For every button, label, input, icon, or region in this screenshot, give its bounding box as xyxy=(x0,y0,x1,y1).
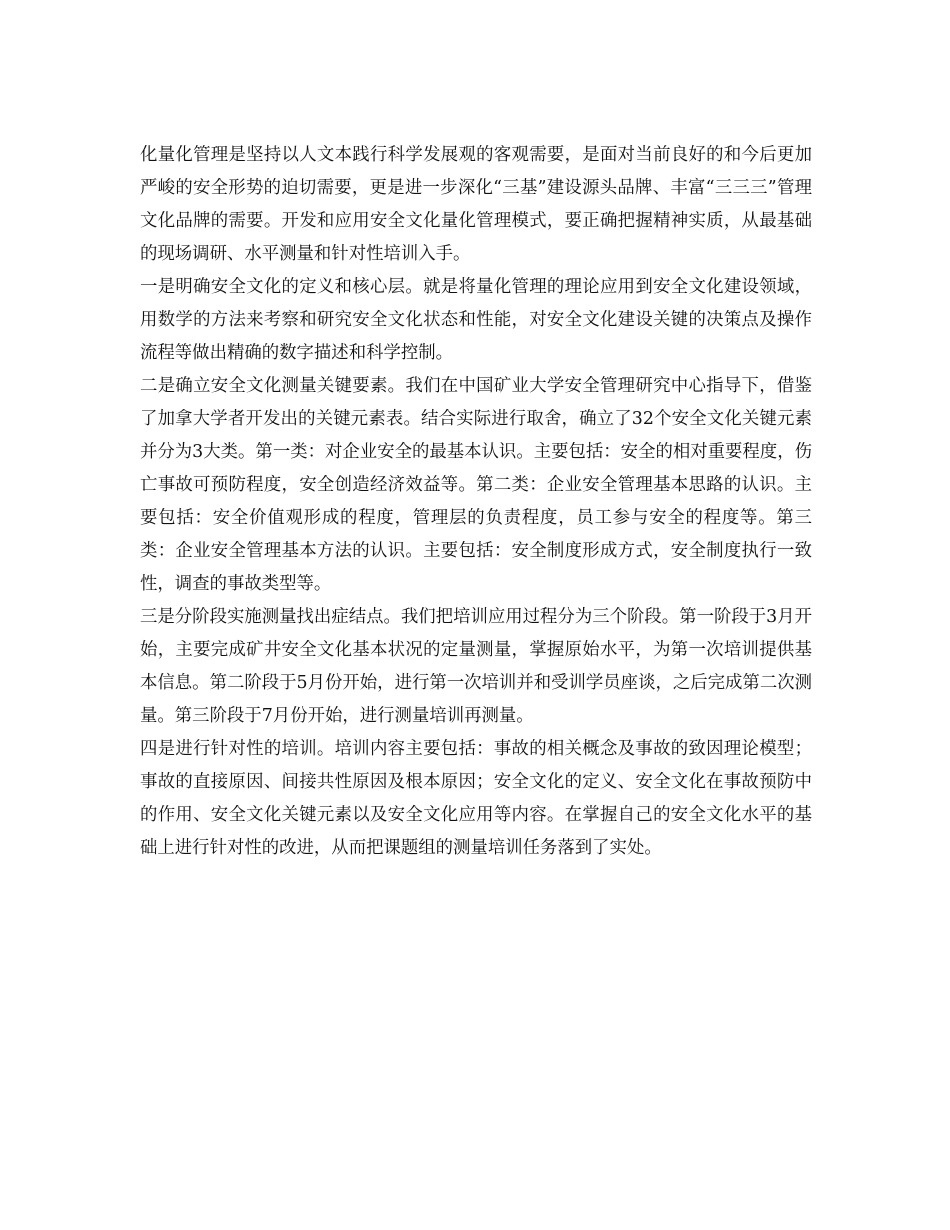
paragraph-point-two: 二是确立安全文化测量关键要素。我们在中国矿业大学安全管理研究中心指导下，借鉴了加拿大学者开发出的关键元素表。结合实际进行取舍，确立了32个安全文化关键元素并分为3大类。第一类：对企业安全的最基本认识。主要包括：安全的相对重要程度，伤亡事故可预防程度，安全创造经济效益等。第二类：企业安全管理基本思路的认识。主要包括：安全价值观形成的程度，管理层的负责程度，员工参与安全的程度等。第三类：企业安全管理基本方法的认识。主要包括：安全制度形成方式，安全制度执行一致性，调查的事故类型等。 xyxy=(140,376,812,594)
paragraph-point-three: 三是分阶段实施测量找出症结点。我们把培训应用过程分为三个阶段。第一阶段于3月开始，主要完成矿井安全文化基本状况的定量测量，掌握原始水平，为第一次培训提供基本信息。第二阶段于5月份开始，进行第一次培训并和受训学员座谈，之后完成第二次测量。第三阶段于7月份开始，进行测量培训再测量。 xyxy=(140,607,812,726)
document-body xyxy=(140,139,812,865)
paragraph-point-four: 四是进行针对性的培训。培训内容主要包括：事故的相关概念及事故的致因理论模型；事故的直接原因、间接共性原因及根本原因；安全文化的定义、安全文化在事故预防中的作用、安全文化关键元素以及安全文化应用等内容。在掌握自己的安全文化水平的基础上进行针对性的改进，从而把课题组的测量培训任务落到了实处。 xyxy=(140,739,812,858)
paragraph-intro: 化量化管理是坚持以人文本践行科学发展观的客观需要，是面对当前良好的和今后更加严峻的安全形势的迫切需要，更是进一步深化“三基”建设源头品牌、丰富“三三三”管理文化品牌的需要。开发和应用安全文化量化管理模式，要正确把握精神实质，从最基础的现场调研、水平测量和针对性培训入手。 xyxy=(140,145,812,264)
paragraph-point-one: 一是明确安全文化的定义和核心层。就是将量化管理的理论应用到安全文化建设领域，用数学的方法来考察和研究安全文化状态和性能，对安全文化建设关键的决策点及操作流程等做出精确的数字描述和科学控制。 xyxy=(140,277,812,363)
